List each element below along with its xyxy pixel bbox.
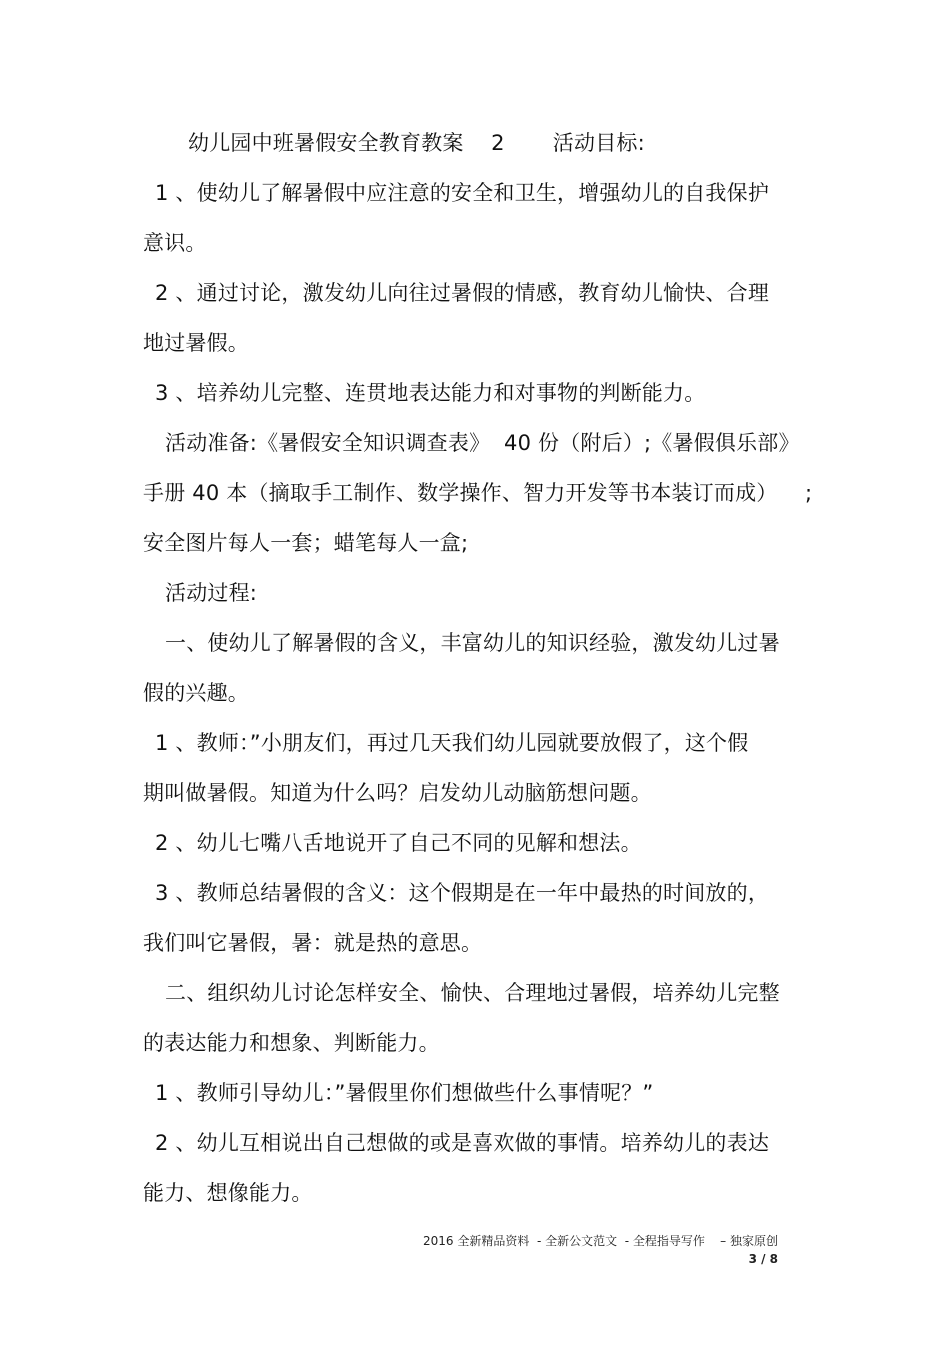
paragraph-line: 假的兴趣。 — [143, 681, 249, 705]
paragraph-line: 3 、教师总结暑假的含义：这个假期是在一年中最热的时间放的， — [155, 881, 770, 905]
paragraph-line: 地过暑假。 — [143, 331, 249, 355]
paragraph-line: 二、组织幼儿讨论怎样安全、愉快、合理地过暑假，培养幼儿完整 — [165, 981, 780, 1005]
paragraph-line: 期叫做暑假。知道为什么吗？启发幼儿动脑筋想问题。 — [143, 781, 652, 805]
paragraph-line: 能力、想像能力。 — [143, 1181, 313, 1205]
paragraph-line: 2 、幼儿七嘴八舌地说开了自己不同的见解和想法。 — [155, 831, 642, 855]
paragraph-line: 1 、教师：”小朋友们，再过几天我们幼儿园就要放假了，这个假 — [155, 731, 749, 755]
footer-text: 2016 全新精品资料 - 全新公文范文 - 全程指导写作 – 独家原创 — [423, 1234, 778, 1248]
paragraph-line: 手册 40 本（摘取手工制作、数学操作、智力开发等书本装订而成） ; — [143, 481, 813, 505]
paragraph-line: 意识。 — [143, 231, 207, 255]
paragraph-line: 2 、幼儿互相说出自己想做的或是喜欢做的事情。培养幼儿的表达 — [155, 1131, 770, 1155]
paragraph-line: 我们叫它暑假，暑：就是热的意思。 — [143, 931, 483, 955]
paragraph-line: 1 、使幼儿了解暑假中应注意的安全和卫生，增强幼儿的自我保护 — [155, 181, 770, 205]
paragraph-line: 1 、教师引导幼儿：”暑假里你们想做些什么事情呢？” — [155, 1081, 654, 1105]
paragraph-line: 的表达能力和想象、判断能力。 — [143, 1031, 440, 1055]
paragraph-line: 一、使幼儿了解暑假的含义，丰富幼儿的知识经验，激发幼儿过暑 — [165, 631, 780, 655]
paragraph-line: 安全图片每人一套；蜡笔每人一盒; — [143, 531, 469, 555]
section-heading: 活动过程: — [165, 581, 258, 605]
page-number: 3 / 8 — [748, 1252, 778, 1266]
paragraph-line: 活动准备:《暑假安全知识调查表》 40 份（附后）;《暑假俱乐部》 — [165, 431, 800, 455]
paragraph-line: 2 、通过讨论，激发幼儿向往过暑假的情感，教育幼儿愉快、合理 — [155, 281, 770, 305]
paragraph-line: 3 、培养幼儿完整、连贯地表达能力和对事物的判断能力。 — [155, 381, 706, 405]
title-line: 幼儿园中班暑假安全教育教案 2 活动目标: — [188, 131, 645, 155]
